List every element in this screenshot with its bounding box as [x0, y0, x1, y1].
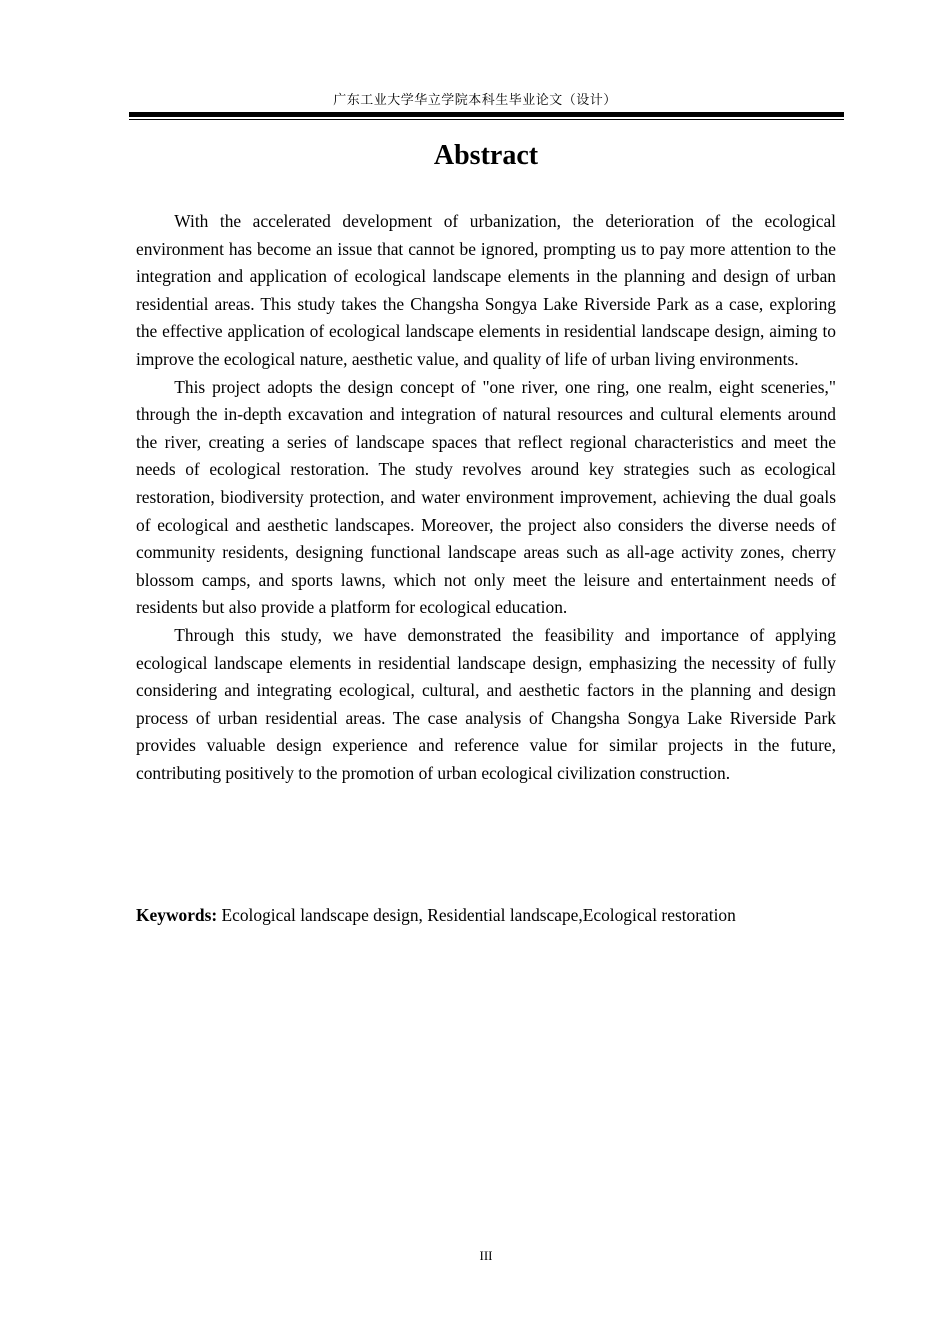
- abstract-paragraph-1: With the accelerated development of urbanization, the deterioration of the ecological environment has become an issue that cannot be ignored, prompting us to pay more attention to the integration and application of ecological landscape elements in the planning and design of urban residential areas. This study takes the Changsha Songya Lake Riverside Park as a case, exploring the effective application of ecological landscape elements in residential landscape design, aiming to improve the ecological nature, aesthetic value, and quality of life of urban living environments.: [136, 211, 836, 369]
- running-header: 广东工业大学华立学院本科生毕业论文（设计）: [333, 93, 617, 108]
- keywords-label: Keywords:: [136, 905, 218, 925]
- header-rule-thin: [129, 119, 844, 120]
- page-number: III: [479, 1248, 493, 1263]
- keywords-line: [136, 902, 836, 930]
- page-title: Abstract: [433, 140, 539, 171]
- abstract-paragraph-2: This project adopts the design concept of "one river, one ring, one realm, eight sceneries," through the in-depth excavation and integration of natural resources and cultural elements around the river, creating a series of landscape spaces that reflect regional characteristics and meet the needs of ecological restoration. The study revolves around key strategies such as ecological restoration, biodiversity protection, and water environment improvement, achieving the dual goals of ecological and aesthetic landscapes. Moreover, the project also considers the diverse needs of community residents, designing functional landscape areas such as all-age activity zones, cherry blossom camps, and sports lawns, which not only meet the leisure and entertainment needs of residents but also provide a platform for ecological education.: [136, 376, 836, 618]
- header-rule-thick: [129, 112, 844, 117]
- abstract-paragraph-3: Through this study, we have demonstrated the feasibility and importance of applying ecological landscape elements in residential landscape design, emphasizing the necessity of fully considering and integrating ecological, cultural, and aesthetic factors in the planning and design process of urban residential areas. The case analysis of Changsha Songya Lake Riverside Park provides valuable design experience and reference value for similar projects in the future, contributing positively to the promotion of urban ecological civilization construction.: [136, 624, 836, 783]
- abstract-body: [136, 208, 836, 787]
- keywords-text: Ecological landscape design, Residential landscape,Ecological restoration: [221, 905, 736, 925]
